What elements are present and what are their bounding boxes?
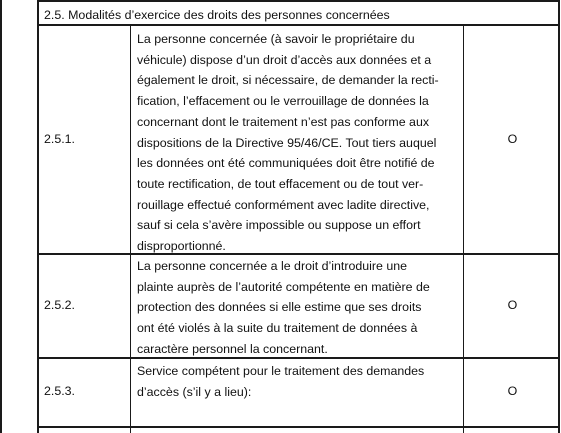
row-description [137, 29, 462, 257]
description-line: disproportionné. [137, 239, 226, 254]
outer-right-border [558, 0, 560, 433]
description-line: ont été violés à la suite du traitement de données à [137, 321, 418, 336]
description-line: La personne concernée a le droit d’introduire une [137, 259, 408, 273]
description-line: La personne concernée (à savoir le propriétaire du [137, 32, 415, 46]
table-bottom-border [37, 426, 560, 428]
row-description [137, 256, 462, 360]
description-line: toute rectification, de tout effacement ou de tout ver- [137, 176, 424, 191]
description-line: les données ont été communiquées doit être notifié de [137, 156, 435, 171]
mark-column-border [463, 25, 464, 433]
description-line: dispositions de la Directive 95/46/CE. Tout tiers auquel [137, 135, 437, 150]
outer-left-border [0, 0, 2, 433]
table-top-border [37, 0, 560, 2]
description-line: caractère personnel la concernant. [137, 341, 328, 356]
section-column-border [37, 0, 39, 433]
description-line: concernant dont le traitement n’est pas conforme aux [137, 114, 430, 129]
number-column-border [130, 25, 131, 433]
section-heading: 2.5. Modalités d’exercice des droits des personnes concernées [44, 8, 390, 22]
description-line: protection des données si elle estime que ses droits [137, 300, 422, 315]
description-line: fication, l’effacement ou le verrouillage de données la [137, 94, 429, 109]
row-description [137, 361, 462, 402]
description-line: Service compétent pour le traitement des demandes [137, 364, 425, 378]
row-mark: O [507, 384, 518, 398]
row-mark: O [507, 132, 518, 146]
description-line: d’accès (s’il y a lieu): [137, 384, 252, 399]
description-line: rouillage effectué conformément avec ladite directive, [137, 197, 430, 212]
description-line: également le droit, si nécessaire, de demander la recti- [137, 73, 439, 88]
row-mark: O [507, 298, 518, 312]
description-line: plainte auprès de l’autorité compétente en matière de [137, 279, 430, 294]
description-line: sauf si cela s’avère impossible ou suppose un effort [137, 218, 421, 233]
row-number: 2.5.2. [44, 298, 76, 312]
description-line: véhicule) dispose d’un droit d’accès aux données et a [137, 52, 432, 67]
row-number: 2.5.3. [44, 384, 76, 398]
row-number: 2.5.1. [44, 132, 76, 146]
